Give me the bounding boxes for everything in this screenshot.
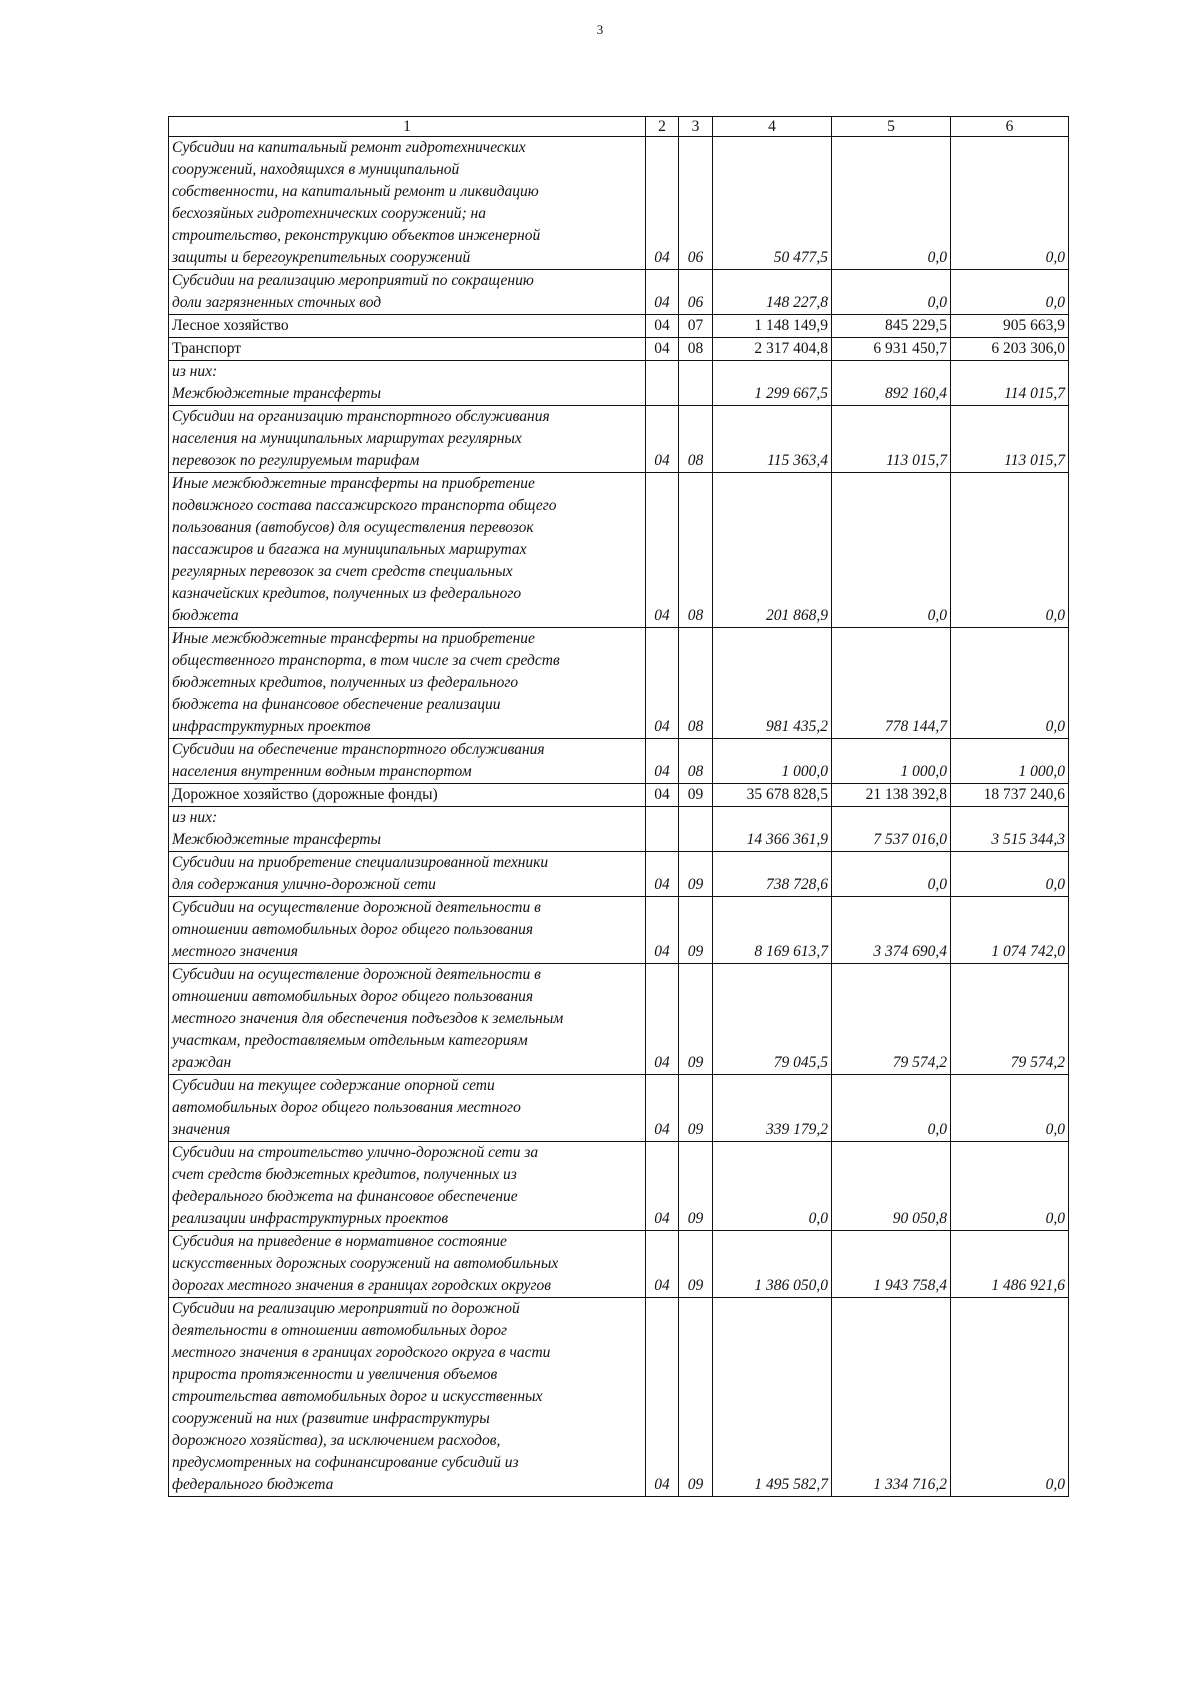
amount-col4-cell: 0,0 <box>713 1142 832 1231</box>
row-name-cell <box>169 784 646 807</box>
amount-col5-cell: 90 050,8 <box>832 1142 951 1231</box>
amount-col4-cell: 1 148 149,9 <box>713 315 832 338</box>
row-label: Субсидии на реализацию мероприятий по дорожной деятельности в отношении автомобильных дорог местного значения в границах городского округа в части прироста протяженности и увеличения объемов строительства автомобильных дорог и искусственных сооружений на них (развитие инфраструктуры дорожного хозяйства), за исключением расходов, предусмотренных на софинансирование субсидий из федерального бюджета <box>172 1300 551 1493</box>
amount-col6-cell: 0,0 <box>951 270 1069 315</box>
amount-col4-cell: 2 317 404,8 <box>713 338 832 361</box>
table-row <box>169 473 1069 628</box>
amount-col5-cell: 3 374 690,4 <box>832 897 951 964</box>
row-name-cell <box>169 473 646 628</box>
amount-col4-cell: 1 299 667,5 <box>713 361 832 406</box>
header-cell-3: 3 <box>679 117 713 137</box>
amount-col4-cell: 1 495 582,7 <box>713 1298 832 1497</box>
amount-col6-cell: 0,0 <box>951 1075 1069 1142</box>
section-code-cell: 04 <box>646 852 679 897</box>
amount-col6-cell: 0,0 <box>951 1298 1069 1497</box>
subsection-code-cell: 08 <box>679 406 713 473</box>
row-label: Иные межбюджетные трансферты на приобретение общественного транспорта, в том числе за счет средств бюджетных кредитов, полученных из федерального бюджета на финансовое обеспечение реализации инфраструктурных проектов <box>172 630 560 735</box>
subsection-code-cell <box>679 807 713 852</box>
table-row <box>169 628 1069 739</box>
amount-col5-cell: 0,0 <box>832 1075 951 1142</box>
table-row <box>169 1231 1069 1298</box>
subsection-code-cell: 08 <box>679 628 713 739</box>
amount-col5-cell: 0,0 <box>832 137 951 270</box>
subsection-code-cell: 09 <box>679 852 713 897</box>
header-cell-5: 5 <box>832 117 951 137</box>
row-name-cell <box>169 315 646 338</box>
amount-col5-cell: 845 229,5 <box>832 315 951 338</box>
table-row <box>169 338 1069 361</box>
table-row <box>169 1142 1069 1231</box>
amount-col4-cell: 1 386 050,0 <box>713 1231 832 1298</box>
subsection-code-cell: 08 <box>679 473 713 628</box>
amount-col6-cell: 113 015,7 <box>951 406 1069 473</box>
row-name-cell <box>169 1142 646 1231</box>
section-code-cell: 04 <box>646 739 679 784</box>
subsection-code-cell: 09 <box>679 1231 713 1298</box>
table-row <box>169 852 1069 897</box>
subsection-code-cell: 06 <box>679 270 713 315</box>
section-code-cell: 04 <box>646 628 679 739</box>
amount-col4-cell: 201 868,9 <box>713 473 832 628</box>
page-number: 3 <box>596 22 604 37</box>
section-code-cell <box>646 361 679 406</box>
table-row <box>169 897 1069 964</box>
amount-col6-cell: 1 486 921,6 <box>951 1231 1069 1298</box>
amount-col6-cell: 79 574,2 <box>951 964 1069 1075</box>
amount-col5-cell: 892 160,4 <box>832 361 951 406</box>
row-label: из них: Межбюджетные трансферты <box>172 363 381 402</box>
table-row <box>169 1075 1069 1142</box>
row-label: из них: Межбюджетные трансферты <box>172 809 381 848</box>
subsection-code-cell: 08 <box>679 338 713 361</box>
section-code-cell: 04 <box>646 1075 679 1142</box>
amount-col5-cell: 7 537 016,0 <box>832 807 951 852</box>
table-row <box>169 964 1069 1075</box>
section-code-cell: 04 <box>646 897 679 964</box>
table-row <box>169 137 1069 270</box>
row-name-cell <box>169 270 646 315</box>
amount-col4-cell: 738 728,6 <box>713 852 832 897</box>
amount-col5-cell: 79 574,2 <box>832 964 951 1075</box>
row-label: Субсидии на капитальный ремонт гидротехнических сооружений, находящихся в муниципальной собственности, на капитальный ремонт и ликвидацию бесхозяйных гидротехнических сооружений; на строительство, реконструкцию объектов инженерной защиты и берегоукрепительных сооружений <box>172 139 541 266</box>
amount-col4-cell: 35 678 828,5 <box>713 784 832 807</box>
table-row <box>169 361 1069 406</box>
row-label: Иные межбюджетные трансферты на приобретение подвижного состава пассажирского транспорта общего пользования (автобусов) для осуществления перевозок пассажиров и багажа на муниципальных маршрутах регулярных перевозок за счет средств специальных казначейских кредитов, полученных из федерального бюджета <box>172 475 557 624</box>
row-name-cell <box>169 852 646 897</box>
amount-col6-cell: 905 663,9 <box>951 315 1069 338</box>
amount-col5-cell: 0,0 <box>832 473 951 628</box>
section-code-cell: 04 <box>646 1298 679 1497</box>
amount-col6-cell: 18 737 240,6 <box>951 784 1069 807</box>
amount-col5-cell: 0,0 <box>832 852 951 897</box>
subsection-code-cell: 06 <box>679 137 713 270</box>
subsection-code-cell <box>679 361 713 406</box>
amount-col6-cell: 1 074 742,0 <box>951 897 1069 964</box>
table-row <box>169 807 1069 852</box>
row-label: Дорожное хозяйство (дорожные фонды) <box>172 786 438 803</box>
row-label: Субсидии на осуществление дорожной деятельности в отношении автомобильных дорог общего пользования местного значения для обеспечения подъездов к земельным участкам, предоставляемым отдельным категориям граждан <box>172 966 564 1071</box>
table-row <box>169 739 1069 784</box>
section-code-cell: 04 <box>646 406 679 473</box>
row-label: Субсидии на осуществление дорожной деятельности в отношении автомобильных дорог общего пользования местного значения <box>172 899 541 960</box>
section-code-cell <box>646 807 679 852</box>
row-name-cell <box>169 807 646 852</box>
row-name-cell <box>169 897 646 964</box>
amount-col4-cell: 8 169 613,7 <box>713 897 832 964</box>
header-cell-6: 6 <box>951 117 1069 137</box>
subsection-code-cell: 09 <box>679 1075 713 1142</box>
section-code-cell: 04 <box>646 964 679 1075</box>
row-name-cell <box>169 628 646 739</box>
subsection-code-cell: 09 <box>679 784 713 807</box>
section-code-cell: 04 <box>646 784 679 807</box>
amount-col6-cell: 0,0 <box>951 137 1069 270</box>
amount-col5-cell: 113 015,7 <box>832 406 951 473</box>
section-code-cell: 04 <box>646 315 679 338</box>
row-name-cell <box>169 137 646 270</box>
amount-col5-cell: 21 138 392,8 <box>832 784 951 807</box>
budget-table-body <box>169 117 1069 1497</box>
amount-col6-cell: 114 015,7 <box>951 361 1069 406</box>
amount-col4-cell: 981 435,2 <box>713 628 832 739</box>
table-row <box>169 406 1069 473</box>
amount-col6-cell: 0,0 <box>951 852 1069 897</box>
amount-col5-cell: 1 943 758,4 <box>832 1231 951 1298</box>
row-label: Субсидии на обеспечение транспортного обслуживания населения внутренним водным транспортом <box>172 741 545 780</box>
row-name-cell <box>169 964 646 1075</box>
section-code-cell: 04 <box>646 1231 679 1298</box>
section-code-cell: 04 <box>646 338 679 361</box>
subsection-code-cell: 08 <box>679 739 713 784</box>
row-name-cell <box>169 361 646 406</box>
amount-col5-cell: 6 931 450,7 <box>832 338 951 361</box>
row-name-cell <box>169 338 646 361</box>
row-label: Субсидии на строительство улично-дорожной сети за счет средств бюджетных кредитов, полученных из федерального бюджета на финансовое обеспечение реализации инфраструктурных проектов <box>172 1144 539 1227</box>
section-code-cell: 04 <box>646 137 679 270</box>
table-row <box>169 1298 1069 1497</box>
amount-col5-cell: 1 000,0 <box>832 739 951 784</box>
row-label: Субсидии на текущее содержание опорной сети автомобильных дорог общего пользования местного значения <box>172 1077 521 1138</box>
amount-col6-cell: 3 515 344,3 <box>951 807 1069 852</box>
section-code-cell: 04 <box>646 473 679 628</box>
amount-col4-cell: 1 000,0 <box>713 739 832 784</box>
table-row <box>169 270 1069 315</box>
header-cell-4: 4 <box>713 117 832 137</box>
row-name-cell <box>169 739 646 784</box>
header-cell-1: 1 <box>169 117 646 137</box>
row-label: Субсидии на реализацию мероприятий по сокращению доли загрязненных сточных вод <box>172 272 534 311</box>
subsection-code-cell: 09 <box>679 1142 713 1231</box>
row-label: Лесное хозяйство <box>172 317 289 334</box>
section-code-cell: 04 <box>646 270 679 315</box>
subsection-code-cell: 09 <box>679 964 713 1075</box>
row-name-cell <box>169 1231 646 1298</box>
table-row <box>169 784 1069 807</box>
row-label: Транспорт <box>172 340 242 357</box>
amount-col4-cell: 79 045,5 <box>713 964 832 1075</box>
amount-col4-cell: 339 179,2 <box>713 1075 832 1142</box>
amount-col6-cell: 0,0 <box>951 628 1069 739</box>
budget-table <box>168 116 1069 1497</box>
row-name-cell <box>169 1075 646 1142</box>
amount-col6-cell: 0,0 <box>951 1142 1069 1231</box>
amount-col4-cell: 115 363,4 <box>713 406 832 473</box>
section-code-cell: 04 <box>646 1142 679 1231</box>
row-label: Субсидии на приобретение специализированной техники для содержания улично-дорожной сети <box>172 854 549 893</box>
amount-col6-cell: 1 000,0 <box>951 739 1069 784</box>
amount-col5-cell: 0,0 <box>832 270 951 315</box>
amount-col6-cell: 0,0 <box>951 473 1069 628</box>
header-cell-2: 2 <box>646 117 679 137</box>
subsection-code-cell: 09 <box>679 1298 713 1497</box>
row-label: Субсидия на приведение в нормативное состояние искусственных дорожных сооружений на автомобильных дорогах местного значения в границах городских округов <box>172 1233 559 1294</box>
amount-col4-cell: 14 366 361,9 <box>713 807 832 852</box>
row-name-cell <box>169 406 646 473</box>
subsection-code-cell: 07 <box>679 315 713 338</box>
row-label: Субсидии на организацию транспортного обслуживания населения на муниципальных маршрутах регулярных перевозок по регулируемым тарифам <box>172 408 550 469</box>
amount-col5-cell: 1 334 716,2 <box>832 1298 951 1497</box>
amount-col5-cell: 778 144,7 <box>832 628 951 739</box>
table-row <box>169 315 1069 338</box>
subsection-code-cell: 09 <box>679 897 713 964</box>
amount-col6-cell: 6 203 306,0 <box>951 338 1069 361</box>
amount-col4-cell: 148 227,8 <box>713 270 832 315</box>
amount-col4-cell: 50 477,5 <box>713 137 832 270</box>
row-name-cell <box>169 1298 646 1497</box>
table-header-row <box>169 117 1069 137</box>
